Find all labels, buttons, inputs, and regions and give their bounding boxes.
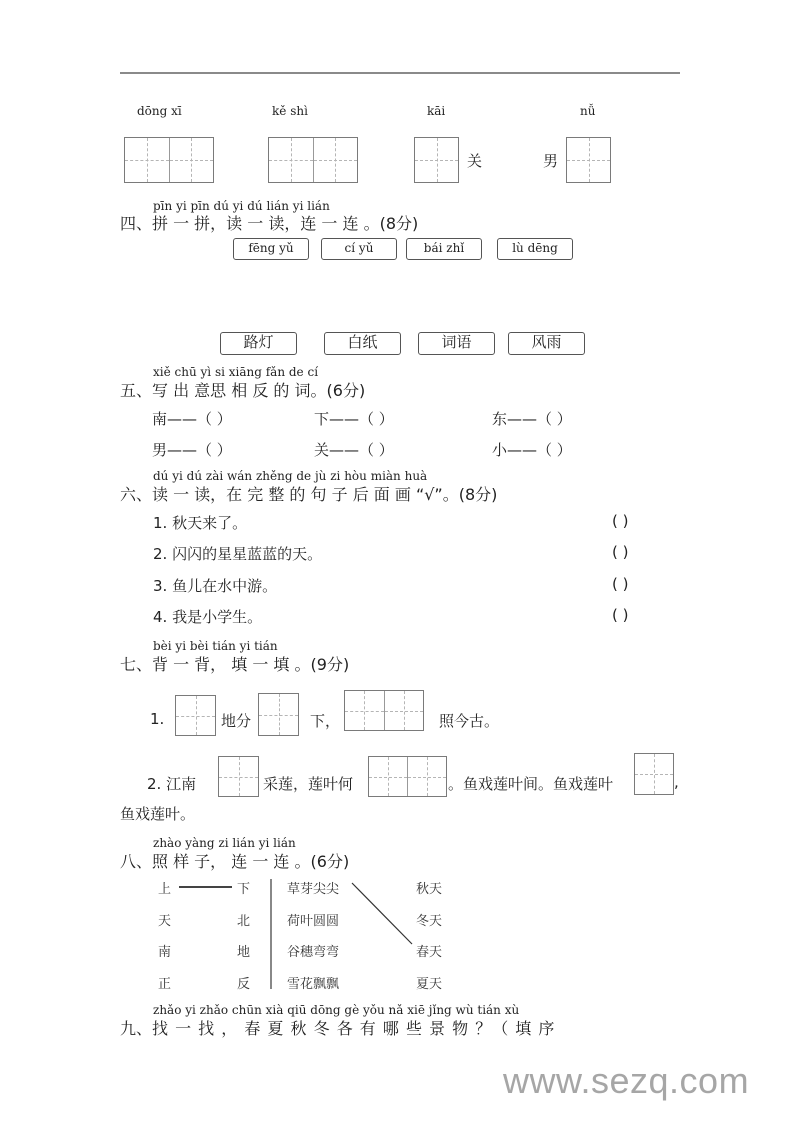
section6-pinyin: dú yi dú zài wán zhěng de jù zi hòu miàn huà bbox=[153, 469, 428, 483]
section5-title: 写 出 意思 相 反 的 词。(6分) bbox=[152, 381, 366, 400]
pinyin-dongxi: dōng xī bbox=[137, 104, 182, 118]
char-nan: 男 bbox=[543, 152, 559, 170]
word-card-fengyu[interactable]: 风雨 bbox=[508, 332, 585, 355]
antonym-item-nan[interactable]: 南——（ ） bbox=[152, 410, 232, 428]
section7-title: 背 一 背， 填 一 填 。(9分) bbox=[152, 655, 350, 674]
top-divider bbox=[120, 72, 680, 74]
match-left-2[interactable]: 天 bbox=[158, 914, 172, 929]
match-left-4[interactable]: 正 bbox=[158, 977, 172, 992]
phrase-2[interactable]: 荷叶圆圆 bbox=[287, 914, 340, 929]
poem1-blank-3[interactable] bbox=[344, 690, 424, 731]
phrase-1[interactable]: 草芽尖尖 bbox=[287, 882, 340, 897]
section5-pinyin: xiě chū yì si xiāng fǎn de cí bbox=[153, 365, 319, 379]
phrase-3[interactable]: 谷穗弯弯 bbox=[287, 945, 340, 960]
column-divider bbox=[270, 879, 272, 989]
section5-number: 五、 bbox=[120, 381, 153, 400]
pinyin-card-lu-deng[interactable]: lù dēng bbox=[497, 238, 573, 260]
section7-pinyin: bèi yi bèi tián yi tián bbox=[153, 639, 278, 653]
antonym-item-nan2[interactable]: 男——（ ） bbox=[152, 441, 232, 459]
poem2-blank-1[interactable] bbox=[218, 756, 259, 797]
section8-pinyin: zhào yàng zi lián yi lián bbox=[153, 836, 296, 850]
poem2-blank-3[interactable] bbox=[634, 753, 674, 795]
match-mid-3[interactable]: 地 bbox=[237, 945, 251, 960]
match-mid-4[interactable]: 反 bbox=[237, 977, 251, 992]
example-diagonal-line bbox=[350, 880, 420, 950]
watermark: www.sezq.com bbox=[503, 1060, 750, 1101]
section9-title: 找 一 找 ， 春 夏 秋 冬 各 有 哪 些 景 物 ？（ 填 序 bbox=[152, 1019, 556, 1038]
poem1-text-2: 下， bbox=[310, 712, 341, 730]
sentence-1-answer[interactable]: ( ) bbox=[612, 512, 629, 530]
poem1-blank-2[interactable] bbox=[258, 693, 299, 736]
section4-title: 拼 一 拼，读 一 读，连 一 连 。(8分) bbox=[152, 214, 419, 233]
section7-number: 七、 bbox=[120, 655, 153, 674]
poem2-line3: 鱼戏莲叶。 bbox=[120, 805, 196, 823]
match-left-3[interactable]: 南 bbox=[158, 945, 172, 960]
pinyin-card-bai-zhi[interactable]: bái zhǐ bbox=[406, 238, 482, 260]
char-guan: 关 bbox=[467, 152, 483, 170]
match-mid-1[interactable]: 下 bbox=[237, 882, 251, 897]
sentence-4: 4. 我是小学生。 bbox=[153, 608, 263, 626]
poem2-start: 2. 江南 bbox=[147, 775, 197, 793]
section8-number: 八、 bbox=[120, 852, 153, 871]
antonym-item-xia[interactable]: 下——（ ） bbox=[314, 410, 394, 428]
pinyin-nu: nǚ bbox=[580, 104, 596, 118]
sentence-4-answer[interactable]: ( ) bbox=[612, 606, 629, 624]
antonym-item-xiao[interactable]: 小——（ ） bbox=[492, 441, 572, 459]
section8-title: 照 样 子， 连 一 连 。(6分) bbox=[152, 852, 350, 871]
sentence-1: 1. 秋天来了。 bbox=[153, 514, 248, 532]
section6-number: 六、 bbox=[120, 485, 153, 504]
pinyin-card-feng-yu[interactable]: fēng yǔ bbox=[233, 238, 309, 260]
season-1[interactable]: 秋天 bbox=[416, 882, 443, 897]
example-connect-line bbox=[179, 886, 232, 888]
word-card-ciyu[interactable]: 词语 bbox=[418, 332, 495, 355]
match-mid-2[interactable]: 北 bbox=[237, 914, 251, 929]
pinyin-card-ci-yu[interactable]: cí yǔ bbox=[321, 238, 397, 260]
section4-pinyin: pīn yi pīn dú yi dú lián yi lián bbox=[153, 199, 330, 213]
sentence-2-answer[interactable]: ( ) bbox=[612, 543, 629, 561]
poem1-number: 1. bbox=[150, 710, 165, 728]
word-card-ludeng[interactable]: 路灯 bbox=[220, 332, 297, 355]
match-left-1[interactable]: 上 bbox=[158, 882, 172, 897]
writing-grid-dongxi[interactable] bbox=[124, 137, 214, 183]
antonym-item-dong[interactable]: 东——（ ） bbox=[492, 410, 572, 428]
writing-grid-kai[interactable] bbox=[414, 137, 459, 183]
sentence-3: 3. 鱼儿在水中游。 bbox=[153, 577, 278, 595]
poem1-text-1: 地分 bbox=[221, 712, 252, 730]
section9-pinyin: zhǎo yi zhǎo chūn xià qiū dōng gè yǒu nǎ xiē jǐng wù tián xù bbox=[153, 1003, 520, 1017]
writing-grid-keshi[interactable] bbox=[268, 137, 358, 183]
phrase-4[interactable]: 雪花飘飘 bbox=[287, 977, 340, 992]
poem1-text-3: 照今古。 bbox=[439, 712, 500, 730]
word-card-baizhi[interactable]: 白纸 bbox=[324, 332, 401, 355]
season-2[interactable]: 冬天 bbox=[416, 914, 443, 929]
antonym-item-guan[interactable]: 关——（ ） bbox=[314, 441, 394, 459]
poem2-text-1: 采莲，莲叶何 bbox=[263, 775, 354, 793]
sentence-3-answer[interactable]: ( ) bbox=[612, 575, 629, 593]
pinyin-kai: kāi bbox=[427, 104, 446, 118]
sentence-2: 2. 闪闪的星星蓝蓝的天。 bbox=[153, 545, 323, 563]
section4-number: 四、 bbox=[120, 214, 153, 233]
season-4[interactable]: 夏天 bbox=[416, 977, 443, 992]
poem2-text-2: 。鱼戏莲叶间。鱼戏莲叶 bbox=[448, 775, 614, 793]
pinyin-keshi: kě shì bbox=[272, 104, 308, 118]
poem2-blank-2[interactable] bbox=[368, 756, 447, 797]
season-3[interactable]: 春天 bbox=[416, 945, 443, 960]
poem2-text-3: , bbox=[674, 773, 679, 791]
section6-title: 读 一 读，在 完 整 的 句 子 后 面 画 “√”。(8分) bbox=[152, 485, 498, 504]
writing-grid-nu[interactable] bbox=[566, 137, 611, 183]
section9-number: 九、 bbox=[120, 1019, 153, 1038]
poem1-blank-1[interactable] bbox=[175, 695, 216, 736]
